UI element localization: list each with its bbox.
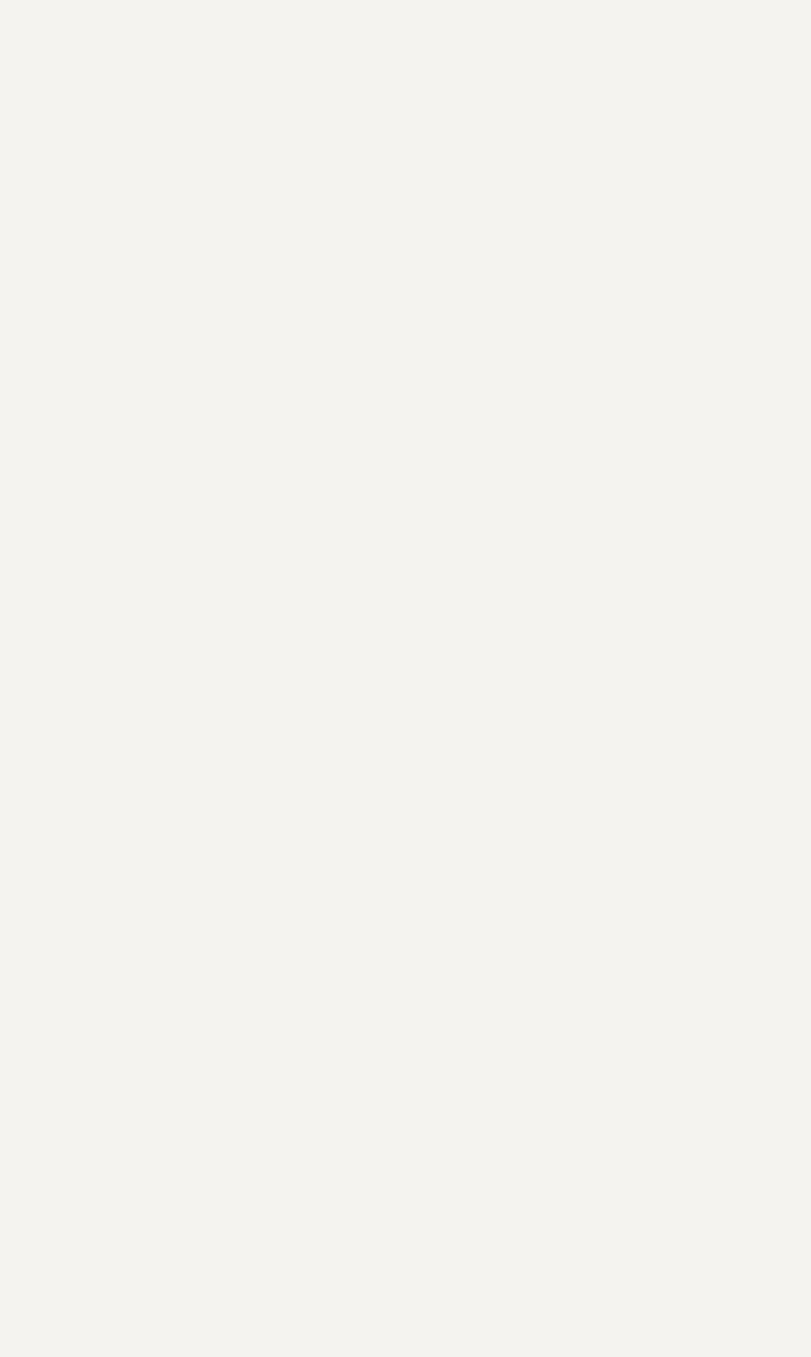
verse-line [0, 240, 811, 280]
verse-line [0, 1113, 811, 1153]
verse-line [0, 391, 811, 431]
verse-line [0, 924, 811, 964]
verse-line [0, 1000, 811, 1040]
verse-line [0, 1189, 811, 1229]
verse-line [0, 620, 811, 660]
verse-line [0, 164, 811, 204]
verse-line [0, 772, 811, 812]
verse-line [0, 88, 811, 128]
verse-line [0, 696, 811, 736]
verse-line [0, 848, 811, 888]
verse-line [0, 316, 811, 356]
verse-line [0, 1263, 811, 1303]
verse-line [0, 543, 811, 583]
verse-line [0, 1037, 811, 1077]
verse-line [0, 467, 811, 507]
verse-line [0, 1226, 811, 1266]
